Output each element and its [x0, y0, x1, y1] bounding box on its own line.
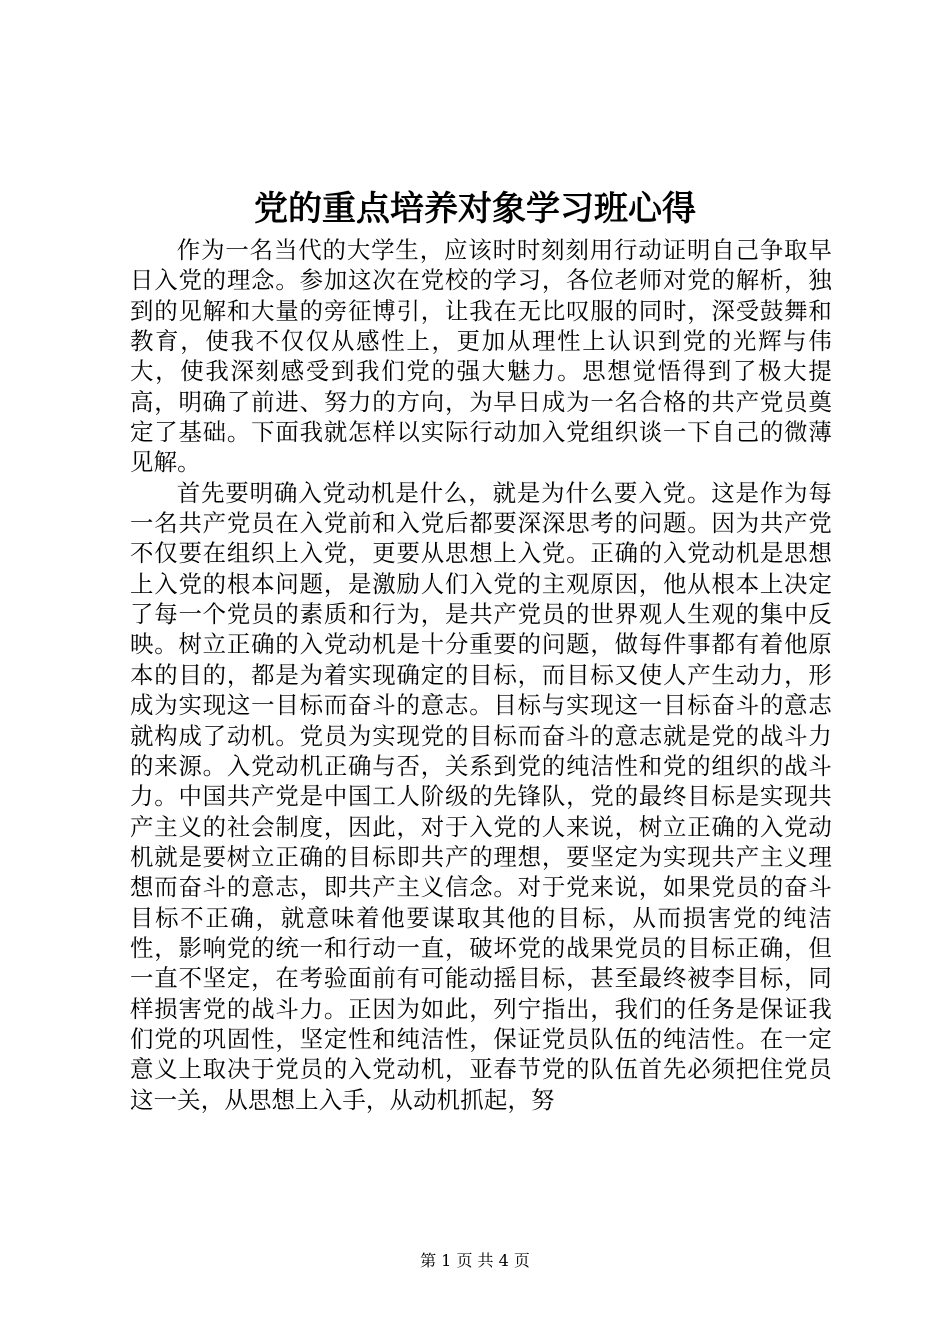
paragraph-2: 首先要明确入党动机是什么，就是为什么要入党。这是作为每一名共产党员在入党前和入党后都要深深思考的问题。因为共产党不仅要在组织上入党，更要从思想上入党。正确的入党动机是思想上入党的根本问题，是激励人们入党的主观原因，他从根本上决定了每一个党员的素质和行为，是共产党员的世界观人生观的集中反映。树立正确的入党动机是十分重要的问题，做每件事都有着他原本的目的，都是为着实现确定的目标，而目标又使人产生动力，形成为实现这一目标而奋斗的意志。目标与实现这一目标奋斗的意志就构成了动机。党员为实现党的目标而奋斗的意志就是党的战斗力的来源。入党动机正确与否，关系到党的纯洁性和党的组织的战斗力。中国共产党是中国工人阶级的先锋队，党的最终目标是实现共产主义的社会制度，因此，对于入党的人来说，树立正确的入党动机就是要树立正确的目标即共产的理想，要坚定为实现共产主义理想而奋斗的意志，即共产主义信念。对于党来说，如果党员的奋斗目标不正确，就意味着他要谋取其他的目标，从而损害党的纯洁性，影响党的统一和行动一直，破坏党的战果党员的目标正确，但一直不坚定，在考验面前有可能动摇目标，甚至最终被李目标，同样损害党的战斗力。正因为如此，列宁指出，我们的任务是保证我们党的巩固性，坚定性和纯洁性，保证党员队伍的纯洁性。在一定意义上取决于党员的入党动机，亚春节党的队伍首先必须把住党员这一关，从思想上入手，从动机抓起，努 — [130, 478, 832, 1114]
page-number: 第 1 页 共 4 页 — [420, 1251, 530, 1270]
paragraph-1: 作为一名当代的大学生，应该时时刻刻用行动证明自己争取早日入党的理念。参加这次在党校的学习，各位老师对党的解析，独到的见解和大量的旁征博引，让我在无比叹服的同时，深受鼓舞和教育，使我不仅仅从感性上，更加从理性上认识到党的光辉与伟大，使我深刻感受到我们党的强大魅力。思想觉悟得到了极大提高，明确了前进、努力的方向，为早日成为一名合格的共产党员奠定了基础。下面我就怎样以实际行动加入党组织谈一下自己的微薄见解。 — [130, 236, 832, 477]
document-title: 党的重点培养对象学习班心得 — [254, 189, 696, 229]
document-body — [130, 235, 832, 1115]
